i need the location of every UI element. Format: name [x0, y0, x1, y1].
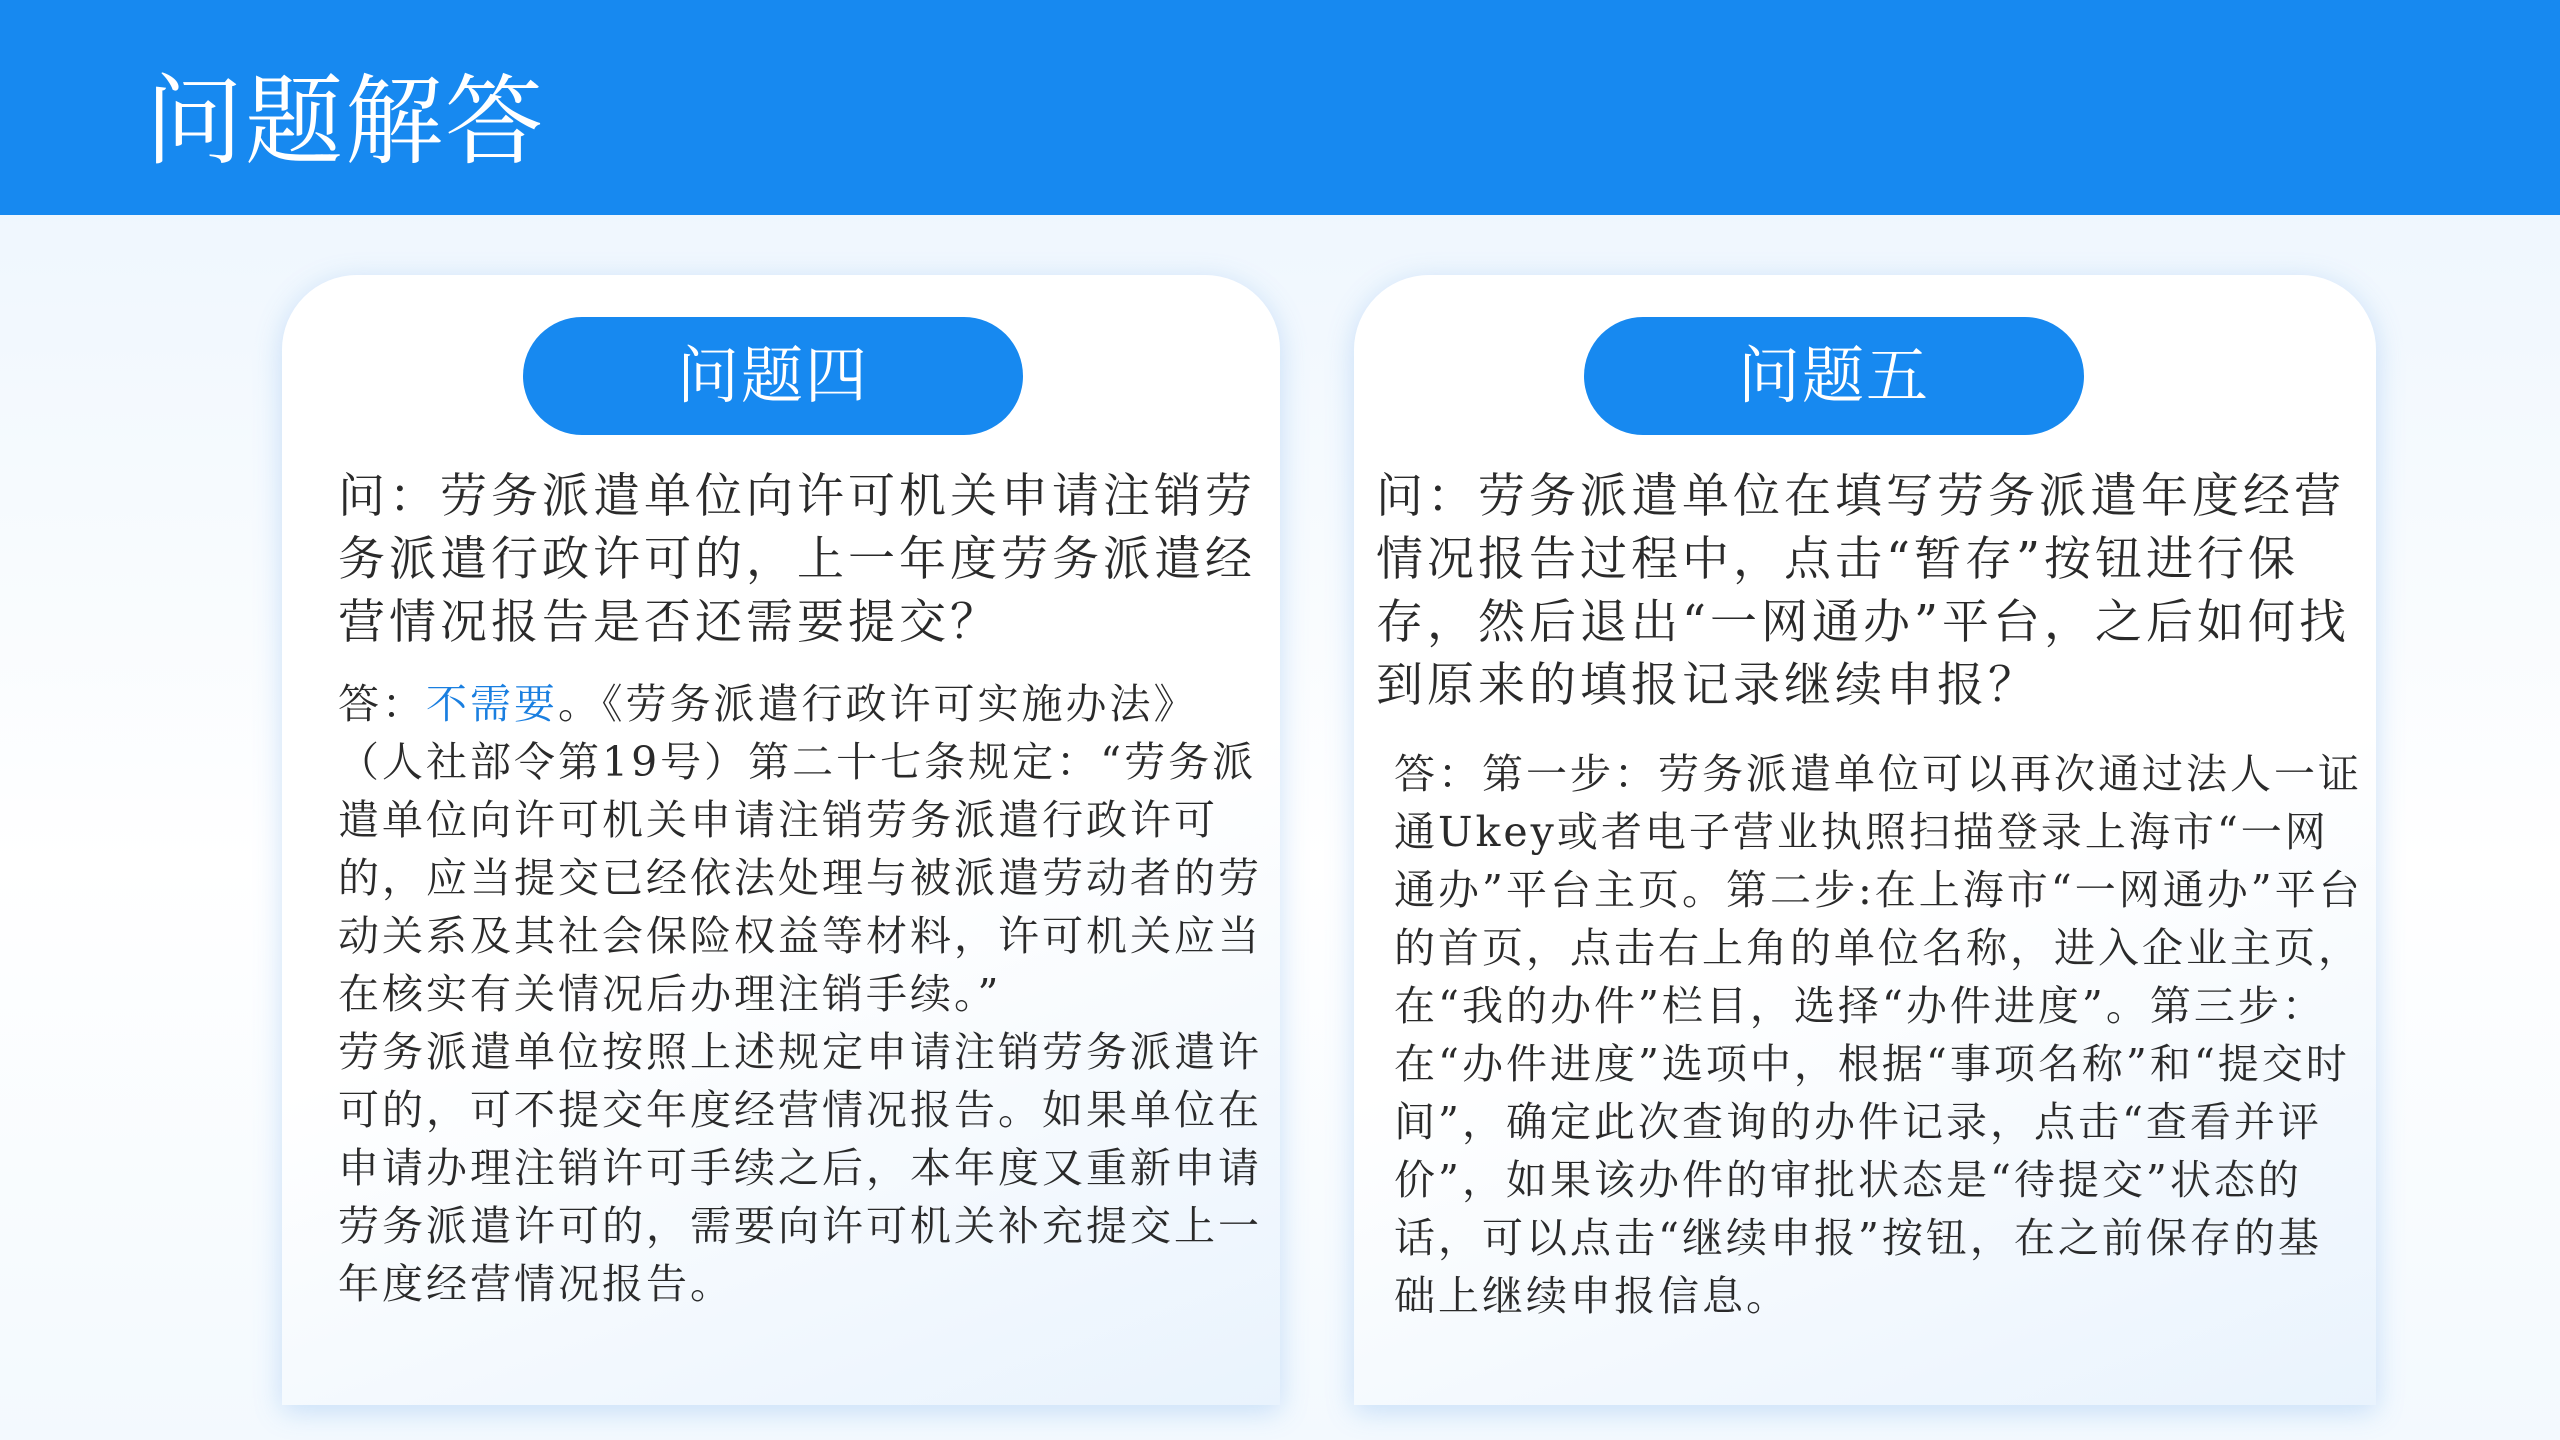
question-card-4	[282, 275, 1280, 1405]
question-5-label: 问题五	[1584, 317, 2084, 435]
answer-4	[338, 675, 1273, 1313]
answer-4-head: 。《劳务派遣行政许可实施办法》	[558, 680, 1198, 728]
answer-4-highlight: 不需要	[426, 680, 558, 728]
answer-4-prefix: 答：	[338, 680, 426, 728]
question-card-5	[1354, 275, 2376, 1405]
page-title: 问题解答	[145, 65, 546, 179]
answer-5: 答：第一步：劳务派遣单位可以再次通过法人一证通Ukey或者电子营业执照扫描登录上海市“一网通办”平台主页。第二步:在上海市“一网通办”平台的首页，点击右上角的单位名称，进入企业主页，在“我的办件”栏目，选择“办件进度”。第三步：在“办件进度”选项中，根据“事项名称”和“提交时间”，确定此次查询的办件记录，点击“查看并评价”，如果该办件的审批状态是“待提交”状态的话，可以点击“继续申报”按钮，在之前保存的基础上继续申报信息。	[1394, 750, 2363, 1320]
header-banner	[0, 0, 2560, 215]
question-4-text: 问：劳务派遣单位向许可机关申请注销劳务派遣行政许可的，上一年度劳务派遣经营情况报告是否还需要提交？	[338, 469, 1256, 650]
question-5-text: 问：劳务派遣单位在填写劳务派遣年度经营情况报告过程中，点击“暂存”按钮进行保存，然后退出“一网通办”平台，之后如何找到原来的填报记录继续申报？	[1376, 469, 2351, 713]
answer-4-first-line	[338, 675, 1273, 733]
answer-4-quote: （人社部令第19号）第二十七条规定：“劳务派遣单位向许可机关申请注销劳务派遣行政许可的，应当提交已经依法处理与被派遣劳动者的劳动关系及其社会保险权益等材料，许可机关应当在核实有关情况后办理注销手续。”	[338, 738, 1262, 1018]
answer-4-paragraph-2: 劳务派遣单位按照上述规定申请注销劳务派遣许可的，可不提交年度经营情况报告。如果单位在申请办理注销许可手续之后，本年度又重新申请劳务派遣许可的，需要向许可机关补充提交上一年度经营情况报告。	[338, 1028, 1262, 1308]
question-4-label: 问题四	[523, 317, 1023, 435]
